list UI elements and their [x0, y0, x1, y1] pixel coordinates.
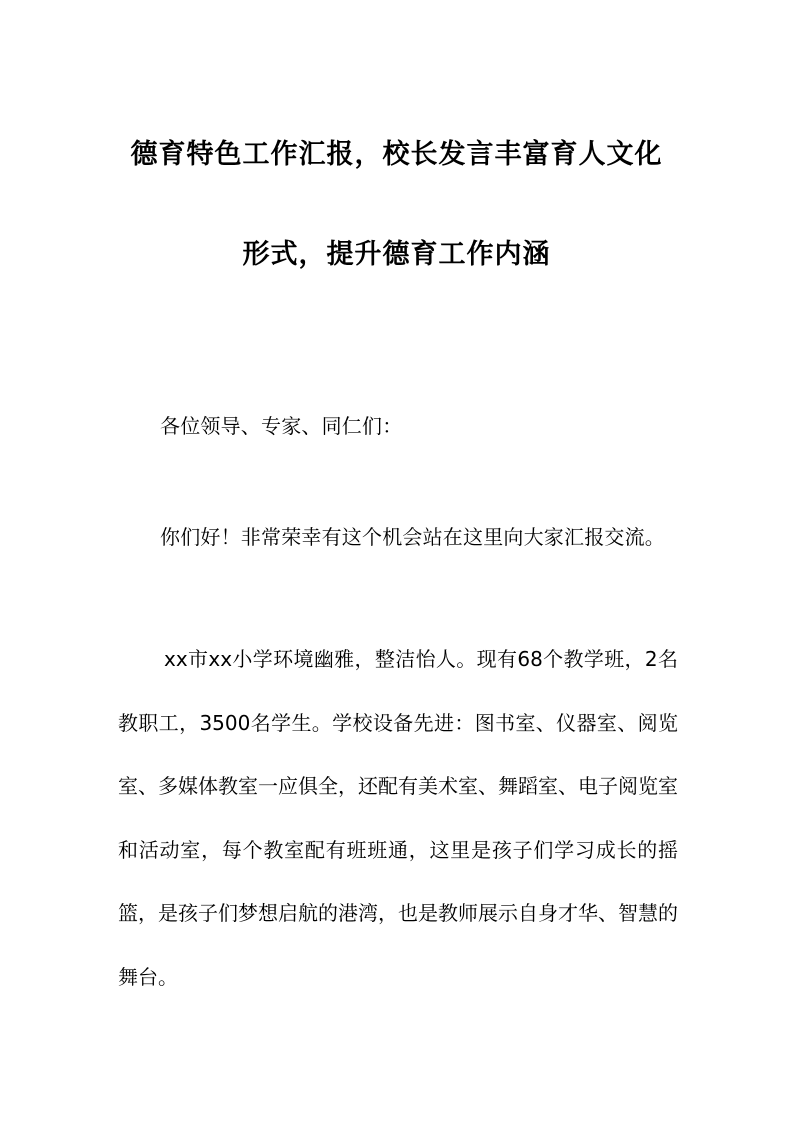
document-title-line-1: 德育特色工作汇报，校长发言丰富育人文化: [130, 139, 663, 170]
salutation: 各位领导、专家、同仁们：: [160, 414, 403, 438]
school-introduction-paragraph: xx市xx小学环境幽雅，整洁怡人。现有68个教学班，2名教职工，3500名学生。学校设备先进：图书室、仪器室、阅览室、多媒体教室一应俱全，还配有美术室、舞蹈室、电子阅览室和活动室，每个教室配有班班通，这里是孩子们学习成长的摇篮，是孩子们梦想启航的港湾，也是教师展示自身才华、智慧的舞台。: [118, 647, 678, 989]
greeting-paragraph: 你们好！非常荣幸有这个机会站在这里向大家汇报交流。: [160, 525, 665, 549]
document-title-line-2: 形式，提升德育工作内涵: [242, 239, 551, 270]
